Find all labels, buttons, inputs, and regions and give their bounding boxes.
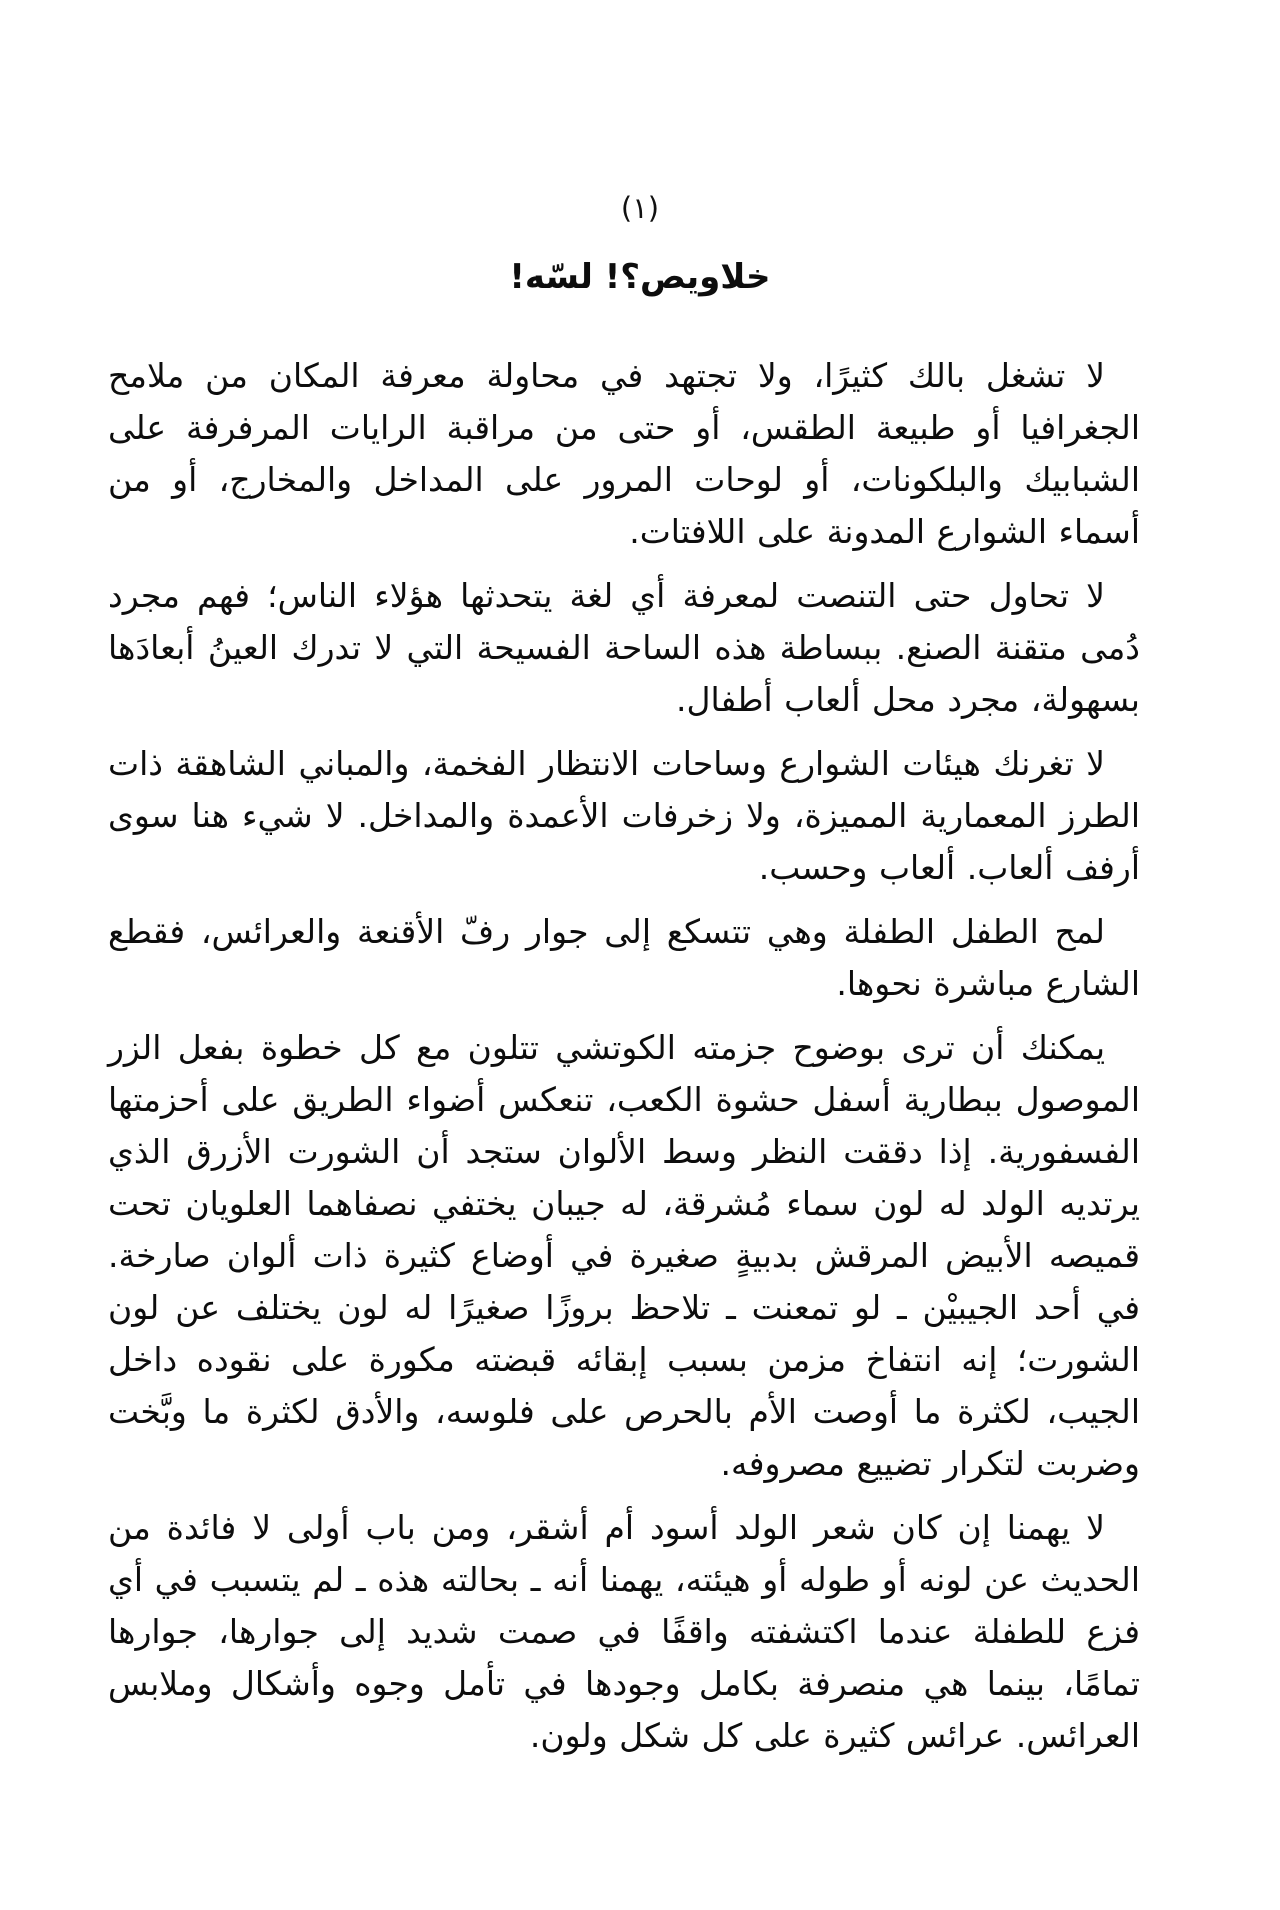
chapter-number: (١) [620, 191, 660, 225]
chapter-title: خلاويص؟! لسّه! [509, 257, 771, 297]
paragraph: يمكنك أن ترى بوضوح جزمته الكوتشي تتلون مع كل خطوة بفعل الزر الموصول ببطارية أسفل حشوة الكعب، تنعكس أضواء الطريق على أحزمتها الفسفورية. إذا دققت النظر وسط الألوان ستجد أن الشورت الأزرق الذي يرتديه الولد له لون سماء مُشرقة، له جيبان يختفي نصفاهما العلويان تحت قميصه الأبيض المرقش بدبيةٍ صغيرة في أوضاع كثيرة ذات ألوان صارخة. في أحد الجيبيْن ـ لو تمعنت ـ تلاحظ بروزًا صغيرًا له لون يختلف عن لون الشورت؛ إنه انتفاخ مزمن بسبب إبقائه قبضته مكورة على نقوده داخل الجيب، لكثرة ما أوصت الأم بالحرص على فلوسه، والأدق لكثرة ما وبَّخت وضربت لتكرار تضييع مصروفه. [108, 1028, 1140, 1483]
paragraph: لا تحاول حتى التنصت لمعرفة أي لغة يتحدثها هؤلاء الناس؛ فهم مجرد دُمى متقنة الصنع. ببساطة هذه الساحة الفسيحة التي لا تدرك العينُ أبعادَها بسهولة، مجرد محل ألعاب أطفال. [108, 576, 1140, 719]
paragraph: لا تشغل بالك كثيرًا، ولا تجتهد في محاولة معرفة المكان من ملامح الجغرافيا أو طبيعة الطقس، أو حتى من مراقبة الرايات المرفرفة على الشبابيك والبلكونات، أو لوحات المرور على المداخل والمخارج، أو من أسماء الشوارع المدونة على اللافتات. [108, 356, 1140, 551]
body-text [108, 350, 1140, 1762]
paragraph: لا تغرنك هيئات الشوارع وساحات الانتظار الفخمة، والمباني الشاهقة ذات الطرز المعمارية المميزة، ولا زخرفات الأعمدة والمداخل. لا شيء هنا سوى أرفف ألعاب. ألعاب وحسب. [108, 744, 1140, 887]
paragraph: لا يهمنا إن كان شعر الولد أسود أم أشقر، ومن باب أولى لا فائدة من الحديث عن لونه أو طوله أو هيئته، يهمنا أنه ـ بحالته هذه ـ لم يتسبب في أي فزع للطفلة عندما اكتشفته واقفًا في صمت شديد إلى جوارها، جوارها تمامًا، بينما هي منصرفة بكامل وجودها في تأمل وجوه وأشكال وملابس العرائس. عرائس كثيرة على كل شكل ولون. [108, 1508, 1140, 1755]
paragraph: لمح الطفل الطفلة وهي تتسكع إلى جوار رفّ الأقنعة والعرائس، فقطع الشارع مباشرة نحوها. [108, 912, 1140, 1003]
